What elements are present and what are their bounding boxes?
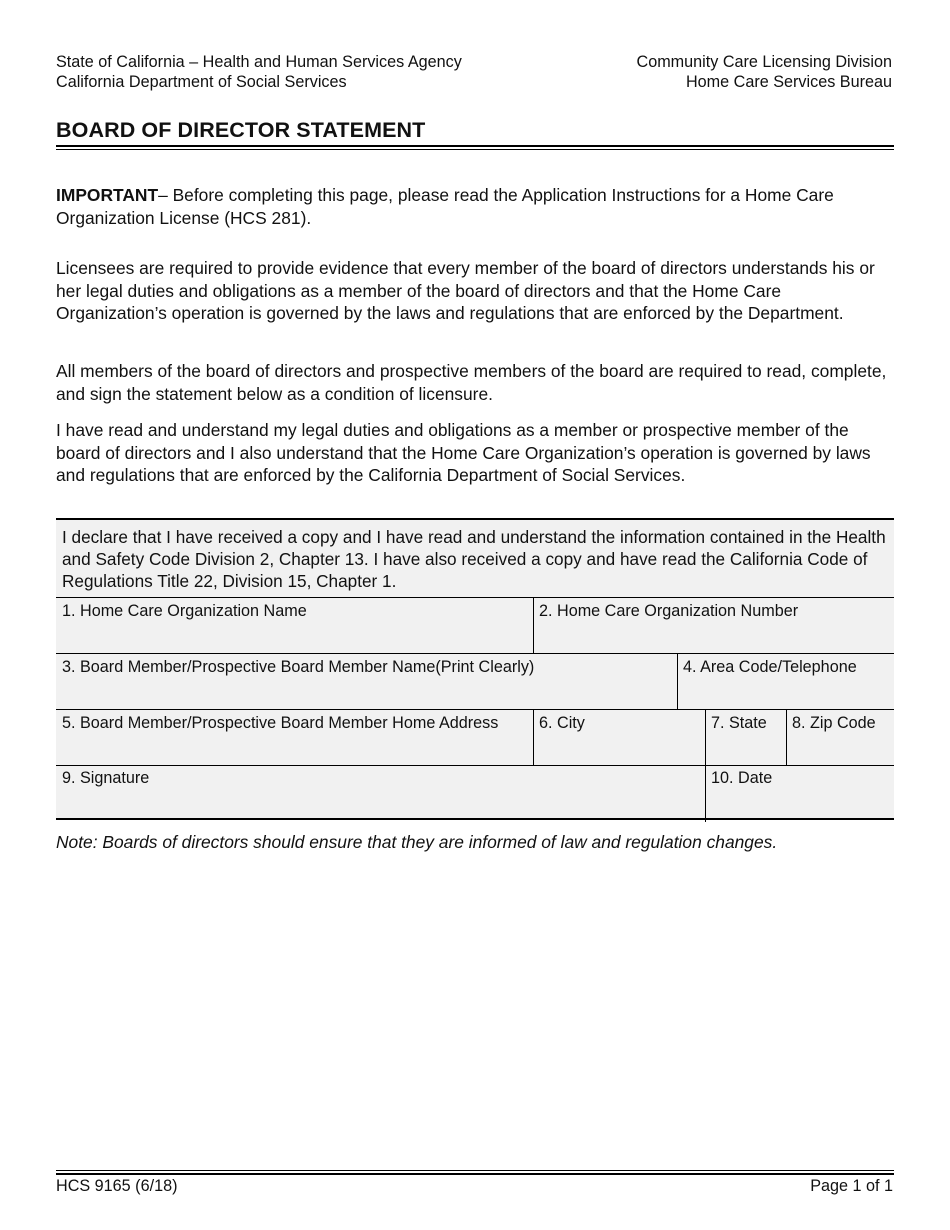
home-address-field[interactable]: 5. Board Member/Prospective Board Member Home Address — [62, 714, 499, 732]
page-number: Page 1 of 1 — [810, 1177, 893, 1195]
form-divider — [533, 709, 534, 765]
state-field[interactable]: 7. State — [711, 714, 767, 732]
member-name-field[interactable]: 3. Board Member/Prospective Board Member Name(Print Clearly) — [62, 658, 535, 676]
agency-line-1: State of California – Health and Human Services Agency — [56, 53, 462, 71]
signature-field[interactable]: 9. Signature — [62, 769, 150, 787]
date-field[interactable]: 10. Date — [711, 769, 773, 787]
declaration-form — [56, 518, 894, 820]
form-divider — [533, 597, 534, 653]
division-line-1: Community Care Licensing Division — [636, 53, 892, 71]
title-rule-thin — [56, 149, 894, 150]
form-divider — [56, 765, 894, 766]
form-divider — [56, 709, 894, 710]
form-divider — [705, 765, 706, 822]
paragraph-requirement: All members of the board of directors and prospective members of the board are required to read, complete, and sign the statement below as a condition of licensure. — [56, 361, 887, 404]
paragraph-acknowledgement: I have read and understand my legal duties and obligations as a member or prospective member of the board of directors and I also understand that the Home Care Organization’s operation is governed by laws and regulations that are enforced by the California Department of Social Services. — [56, 420, 871, 485]
form-divider — [56, 597, 894, 598]
footer-rule-thin — [56, 1170, 894, 1171]
org-name-field[interactable]: 1. Home Care Organization Name — [62, 602, 307, 620]
title-rule — [56, 145, 894, 147]
form-id: HCS 9165 (6/18) — [56, 1177, 178, 1195]
form-divider — [677, 653, 678, 709]
footer-rule — [56, 1173, 894, 1175]
header-agency — [56, 52, 462, 92]
form-divider — [786, 709, 787, 765]
important-notice — [56, 184, 896, 229]
paragraph-evidence: Licensees are required to provide evidence that every member of the board of directors understands his or her legal duties and obligations as a member of the board of directors and that the Home Care Organization’s operation is governed by the laws and regulations that are enforced by the Department. — [56, 258, 875, 323]
page-title: BOARD OF DIRECTOR STATEMENT — [56, 118, 426, 142]
declaration-text: I declare that I have received a copy and I have read and understand the information contained in the Health and Safety Code Division 2, Chapter 13. I have also received a copy and have read the California Code of Regulations Title 22, Division 15, Chapter 1. — [62, 527, 886, 591]
org-number-field[interactable]: 2. Home Care Organization Number — [539, 602, 799, 620]
form-divider — [705, 709, 706, 765]
header-division — [637, 52, 893, 92]
zip-field[interactable]: 8. Zip Code — [792, 714, 876, 732]
important-text: – Before completing this page, please read the Application Instructions for a Home Care Organization License (HCS 281). — [56, 185, 834, 228]
form-divider — [56, 653, 894, 654]
agency-line-2: California Department of Social Services — [56, 73, 347, 91]
important-label: IMPORTANT — [56, 185, 159, 205]
note-text: Note: Boards of directors should ensure that they are informed of law and regulation changes. — [56, 832, 778, 852]
telephone-field[interactable]: 4. Area Code/Telephone — [683, 658, 857, 676]
city-field[interactable]: 6. City — [539, 714, 585, 732]
division-line-2: Home Care Services Bureau — [685, 73, 892, 91]
